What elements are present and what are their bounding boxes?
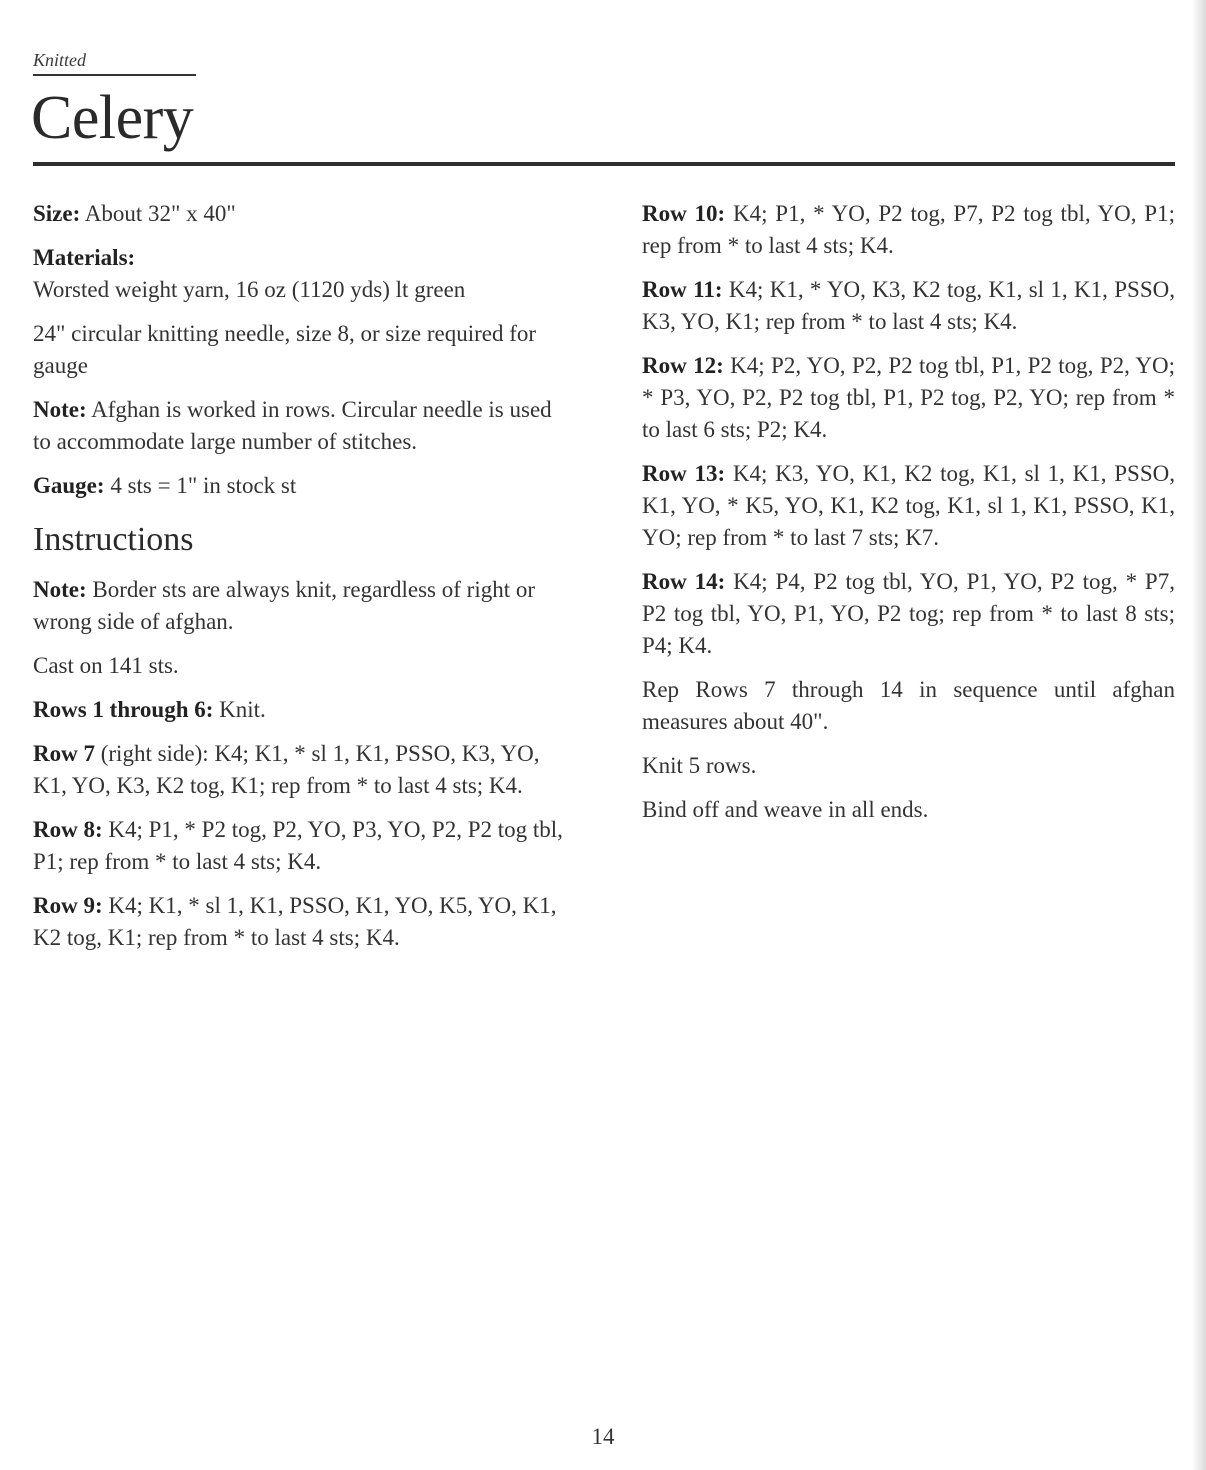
row-text: Knit.	[213, 697, 266, 722]
page-number: 14	[591, 1424, 615, 1449]
row-9	[33, 890, 571, 954]
category-underline	[33, 74, 196, 76]
row-text: K4; P1, * YO, P2 tog, P7, P2 tog tbl, YO, P1; rep from * to last 4 sts; K4.	[642, 201, 1175, 258]
row-text: K4; P1, * P2 tog, P2, YO, P3, YO, P2, P2 tog tbl, P1; rep from * to last 4 sts; K4.	[33, 817, 563, 874]
row-text: K4; K3, YO, K1, K2 tog, K1, sl 1, K1, PSSO, K1, YO, * K5, YO, K1, K2 tog, K1, sl 1, K1, PSSO, K1, YO; rep from * to last 7 sts; K7.	[642, 461, 1175, 550]
row-label: Row 8:	[33, 817, 103, 842]
rows-1-6	[33, 694, 571, 726]
gauge-text: 4 sts = 1" in stock st	[104, 473, 297, 498]
row-10	[642, 198, 1175, 262]
size-text: About 32" x 40"	[80, 201, 236, 226]
row-side-note: (right side):	[94, 741, 209, 766]
row-text: K4; K1, * sl 1, K1, PSSO, K1, YO, K5, YO, K1, K2 tog, K1; rep from * to last 4 sts; K4.	[33, 893, 557, 950]
row-text: K4; P2, YO, P2, P2 tog tbl, P1, P2 tog, P2, YO; * P3, YO, P2, P2 tog tbl, P1, P2 tog, P2, YO; rep from * to last 6 sts; P2; K4.	[642, 353, 1175, 442]
row-11	[642, 274, 1175, 338]
right-column	[642, 198, 1175, 838]
pattern-title: Celery	[31, 84, 194, 152]
row-label: Rows 1 through 6:	[33, 697, 214, 722]
gauge-line	[33, 470, 571, 502]
materials-heading	[33, 242, 571, 274]
bind-off-instruction: Bind off and weave in all ends.	[642, 797, 929, 822]
row-label: Row 10:	[642, 201, 726, 226]
row-13	[642, 458, 1175, 554]
materials-label: Materials:	[33, 245, 136, 270]
knit-five-rows: Knit 5 rows.	[642, 753, 757, 778]
page-edge-shadow	[1192, 0, 1206, 1470]
size-label: Size:	[33, 201, 81, 226]
materials-needle: 24" circular knitting needle, size 8, or size required for gauge	[33, 321, 537, 378]
row-text: K4; K1, * sl 1, K1, PSSO, K3, YO, K1, YO, K3, K2 tog, K1; rep from * to last 4 sts; K4.	[33, 741, 540, 798]
note-text: Border sts are always knit, regardless of right or wrong side of afghan.	[33, 577, 536, 634]
materials-yarn: Worsted weight yarn, 16 oz (1120 yds) lt green	[33, 277, 466, 302]
row-label: Row 9:	[33, 893, 103, 918]
note-border	[33, 574, 571, 638]
row-label: Row 14:	[642, 569, 726, 594]
row-label: Row 7	[33, 741, 95, 766]
left-column	[33, 198, 571, 966]
row-14	[642, 566, 1175, 662]
row-text: K4; P4, P2 tog tbl, YO, P1, YO, P2 tog, * P7, P2 tog tbl, YO, P1, YO, P2 tog; rep from * to last 8 sts; P4; K4.	[642, 569, 1175, 658]
row-8	[33, 814, 571, 878]
note-rows	[33, 394, 571, 458]
row-label: Row 12:	[642, 353, 724, 378]
note-label: Note:	[33, 397, 87, 422]
row-label: Row 13:	[642, 461, 726, 486]
size-line	[33, 198, 571, 230]
note-text: Afghan is worked in rows. Circular needle is used to accommodate large number of stitches.	[33, 397, 552, 454]
cast-on-line: Cast on 141 sts.	[33, 653, 179, 678]
note-label: Note:	[33, 577, 87, 602]
title-divider	[33, 162, 1175, 166]
row-label: Row 11:	[642, 277, 723, 302]
row-7	[33, 738, 571, 802]
gauge-label: Gauge:	[33, 473, 105, 498]
category-label: Knitted	[33, 50, 86, 70]
row-12	[642, 350, 1175, 446]
repeat-instruction: Rep Rows 7 through 14 in sequence until afghan measures about 40".	[642, 677, 1175, 734]
row-text: K4; K1, * YO, K3, K2 tog, K1, sl 1, K1, PSSO, K3, YO, K1; rep from * to last 4 sts; K4.	[642, 277, 1175, 334]
instructions-heading: Instructions	[33, 521, 194, 558]
